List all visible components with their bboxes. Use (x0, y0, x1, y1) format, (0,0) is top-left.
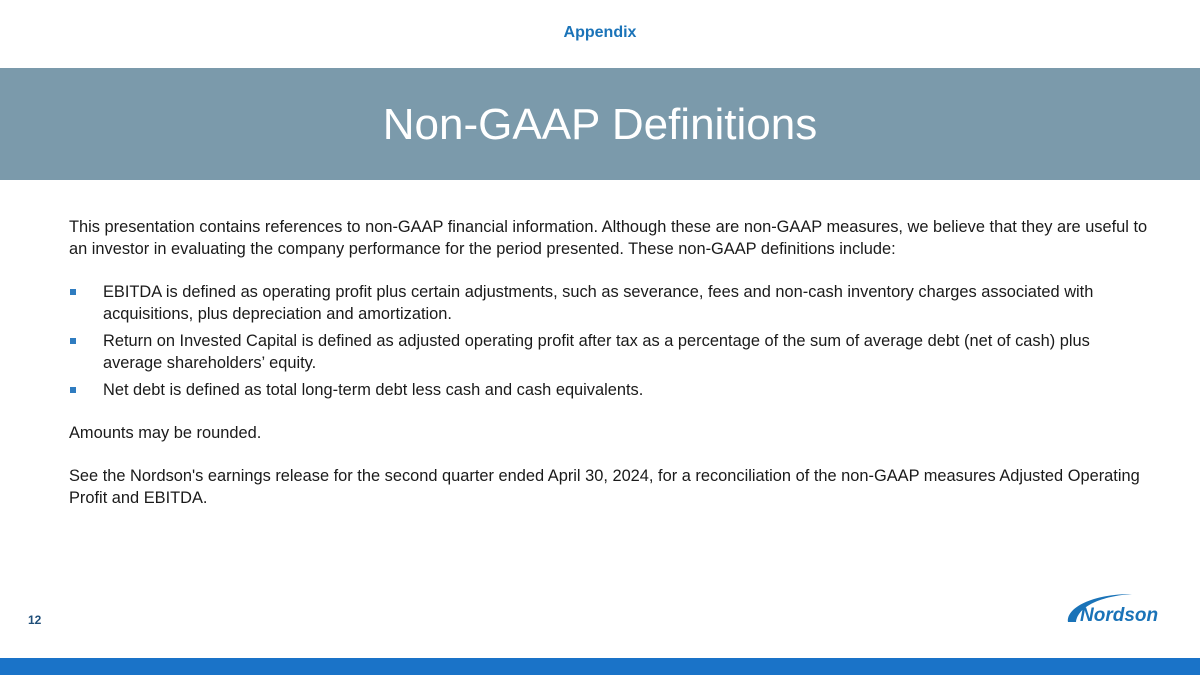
definition-text: EBITDA is defined as operating profit plus certain adjustments, such as severance, fees and non-cash inventory charges associated with acquisitions, plus depreciation and amortization. (103, 283, 1094, 323)
logo-wordmark: Nordson (1080, 605, 1159, 626)
definition-text: Return on Invested Capital is defined as adjusted operating profit after tax as a percentage of the sum of average debt (net of cash) plus average shareholders’ equity. (103, 332, 1090, 372)
title-band (0, 68, 1200, 180)
square-bullet-icon (70, 387, 76, 393)
bottom-accent-bar (0, 658, 1200, 675)
definitions-list (69, 282, 1149, 402)
rounding-note: Amounts may be rounded. (69, 423, 262, 442)
reference-note: See the Nordson's earnings release for the second quarter ended April 30, 2024, for a reconciliation of the non-GAAP measures Adjusted Operating Profit and EBITDA. (69, 467, 1140, 507)
square-bullet-icon (70, 289, 76, 295)
nordson-swoosh-icon (1062, 588, 1164, 628)
page-number: 12 (28, 613, 42, 627)
definition-item-net-debt (69, 380, 1149, 402)
square-bullet-icon (70, 338, 76, 344)
nordson-logo (1062, 588, 1164, 628)
intro-paragraph: This presentation contains references to non-GAAP financial information. Although these are non-GAAP measures, we believe that they are useful to an investor in evaluating the company performance for the period presented. These non-GAAP definitions include: (69, 218, 1148, 258)
slide-title: Non-GAAP Definitions (382, 100, 818, 149)
definition-item-ebitda (69, 282, 1149, 325)
definition-text: Net debt is defined as total long-term debt less cash and cash equivalents. (103, 381, 644, 399)
slide-body (69, 217, 1149, 509)
definition-item-roic (69, 331, 1149, 374)
section-label: Appendix (563, 24, 637, 41)
